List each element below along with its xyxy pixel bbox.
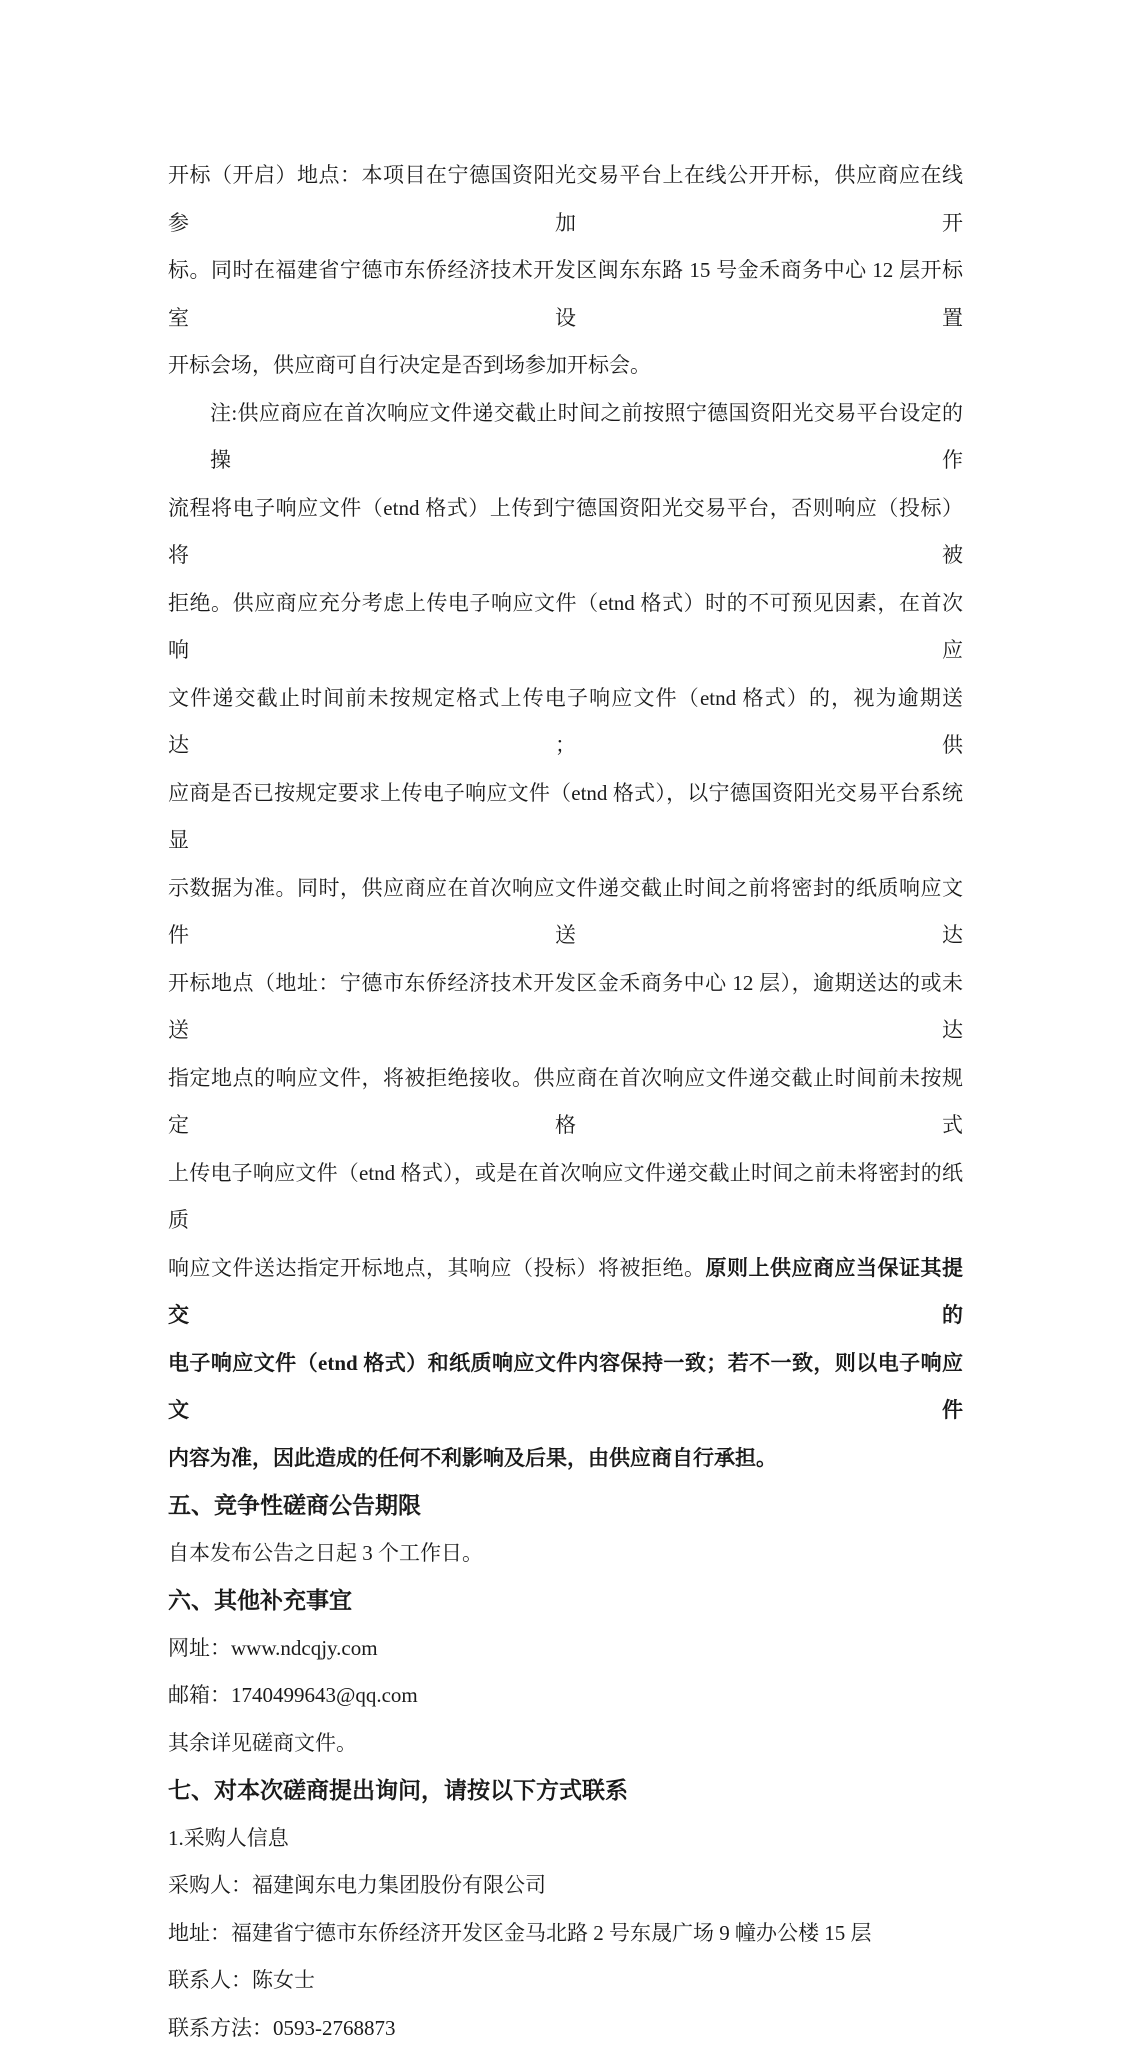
para-note-line-4	[168, 675, 963, 770]
text-segment: 应商是否已按规定要求上传电子响应文件（etnd 格式），以宁德国资阳光交易平台系统显	[168, 781, 963, 853]
para-note-line-10	[168, 1245, 963, 1340]
para-note-line-6	[168, 865, 963, 960]
text-segment: 邮箱：1740499643@qq.com	[168, 1683, 418, 1707]
para-purchaser-name	[168, 1862, 963, 1910]
para-note-line-3	[168, 580, 963, 675]
para-note-line-2	[168, 485, 963, 580]
para-note-line-7	[168, 960, 963, 1055]
heading-section-6	[168, 1577, 963, 1625]
text-segment: 开标（开启）地点：本项目在宁德国资阳光交易平台上在线公开开标，供应商应在线参加开	[168, 163, 963, 235]
text-segment: 注:供应商应在首次响应文件递交截止时间之前按照宁德国资阳光交易平台设定的操作	[210, 401, 963, 473]
text-segment: 响应文件送达指定开标地点，其响应（投标）将被拒绝。	[168, 1256, 706, 1280]
bold-text-segment: 原则上供应商应当保证其提交的	[168, 1256, 963, 1328]
heading-section-7	[168, 1767, 963, 1815]
bold-text-segment: 五、竞争性磋商公告期限	[168, 1493, 421, 1518]
text-segment: 网址：www.ndcqjy.com	[168, 1636, 378, 1660]
text-segment: 拒绝。供应商应充分考虑上传电子响应文件（etnd 格式）时的不可预见因素，在首次响应	[168, 591, 963, 663]
para-note-line-8	[168, 1055, 963, 1150]
bold-text-segment: 电子响应文件（etnd 格式）和纸质响应文件内容保持一致；若不一致，则以电子响应文件	[168, 1351, 963, 1423]
text-segment: 自本发布公告之日起 3 个工作日。	[168, 1541, 483, 1565]
document-page	[168, 152, 963, 2052]
text-segment: 文件递交截止时间前未按规定格式上传电子响应文件（etnd 格式）的，视为逾期送达；供	[168, 686, 963, 758]
para-purchaser-address	[168, 1910, 963, 1958]
text-segment: 流程将电子响应文件（etnd 格式）上传到宁德国资阳光交易平台，否则响应（投标）将被	[168, 496, 963, 568]
text-segment: 地址：福建省宁德市东侨经济开发区金马北路 2 号东晟广场 9 幢办公楼 15 层	[168, 1921, 872, 1945]
text-segment: 采购人：福建闽东电力集团股份有限公司	[168, 1873, 546, 1897]
bold-text-segment: 七、对本次磋商提出询问，请按以下方式联系	[168, 1778, 628, 1803]
para-announcement-period	[168, 1530, 963, 1578]
para-note-line-11	[168, 1340, 963, 1435]
text-segment: 上传电子响应文件（etnd 格式），或是在首次响应文件递交截止时间之前未将密封的纸质	[168, 1161, 963, 1233]
para-see-documents	[168, 1720, 963, 1768]
para-contact-method	[168, 2005, 963, 2052]
para-contact-person	[168, 1957, 963, 2005]
para-note-line-12	[168, 1435, 963, 1483]
text-segment: 联系方法：0593-2768873	[168, 2016, 396, 2040]
bold-text-segment: 六、其他补充事宜	[168, 1588, 352, 1613]
para-note-line-1	[168, 390, 963, 485]
text-segment: 开标会场，供应商可自行决定是否到场参加开标会。	[168, 353, 651, 377]
para-website	[168, 1625, 963, 1673]
para-note-line-5	[168, 770, 963, 865]
para-bid-opening-location-line-2	[168, 247, 963, 342]
para-bid-opening-location-line-3	[168, 342, 963, 390]
text-segment: 其余详见磋商文件。	[168, 1731, 357, 1755]
heading-section-5	[168, 1482, 963, 1530]
para-email	[168, 1672, 963, 1720]
para-bid-opening-location-line-1	[168, 152, 963, 247]
bold-text-segment: 内容为准，因此造成的任何不利影响及后果，由供应商自行承担。	[168, 1446, 777, 1470]
text-segment: 指定地点的响应文件，将被拒绝接收。供应商在首次响应文件递交截止时间前未按规定格式	[168, 1066, 963, 1138]
text-segment: 标。同时在福建省宁德市东侨经济技术开发区闽东东路 15 号金禾商务中心 12 层开标室设置	[168, 258, 963, 330]
para-purchaser-info-title	[168, 1815, 963, 1863]
text-segment: 1.采购人信息	[168, 1826, 289, 1850]
text-segment: 联系人：陈女士	[168, 1968, 315, 1992]
text-segment: 开标地点（地址：宁德市东侨经济技术开发区金禾商务中心 12 层），逾期送达的或未送达	[168, 971, 963, 1043]
para-note-line-9	[168, 1150, 963, 1245]
text-segment: 示数据为准。同时，供应商应在首次响应文件递交截止时间之前将密封的纸质响应文件送达	[168, 876, 963, 948]
